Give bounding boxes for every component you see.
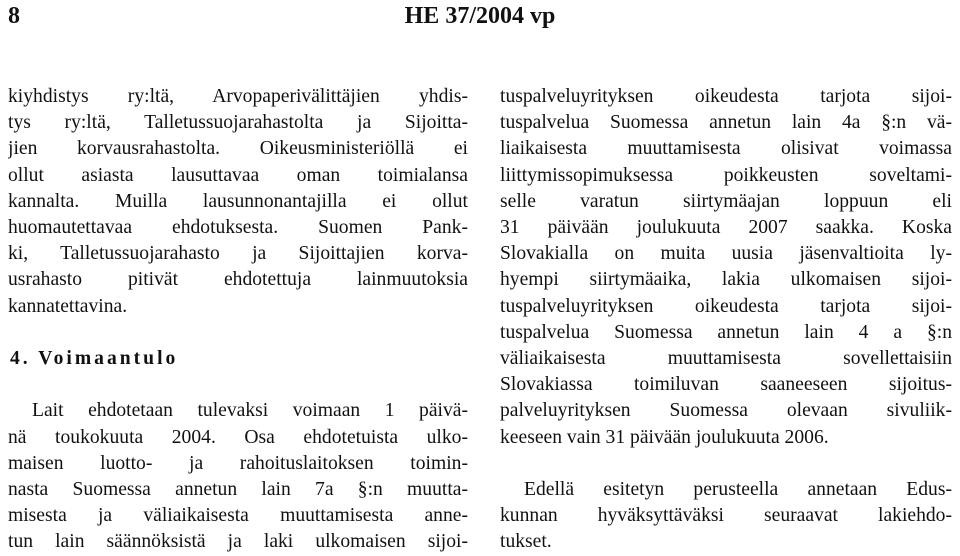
text-line: kannatettavina. bbox=[8, 295, 128, 317]
paragraph-proposal bbox=[500, 477, 952, 556]
text-line: kunnan hyväksyttäväksi seuraavat lakiehdo- bbox=[500, 505, 952, 527]
page-number: 8 bbox=[8, 3, 20, 29]
left-column bbox=[8, 84, 468, 556]
text-line: hyempi siirtymäaika, lakia ulkomaisen sijoi- bbox=[500, 269, 952, 291]
text-line: 31 päivään joulukuuta 2007 saakka. Koska bbox=[500, 217, 952, 239]
paragraph-gap bbox=[8, 372, 468, 398]
text-line: jien korvausrahastolta. Oikeusministeriöllä ei bbox=[8, 138, 468, 160]
text-line: keeseen vain 31 päivään joulukuuta 2006. bbox=[500, 426, 829, 448]
text-line: liittymissopimuksessa poikkeusten soveltami- bbox=[500, 164, 952, 186]
text-line: usrahasto pitivät ehdotettuja lainmuutoksia bbox=[8, 269, 468, 291]
text-line: misesta ja väliaikaisesta muuttamisesta anne- bbox=[8, 505, 468, 527]
text-line: Lait ehdotetaan tulevaksi voimaan 1 päivä- bbox=[32, 400, 468, 422]
text-line: Edellä esitetyn perusteella annetaan Edus- bbox=[524, 479, 952, 501]
text-line: kannalta. Muilla lausunnonantajilla ei ollut bbox=[8, 190, 468, 212]
paragraph-statements bbox=[8, 84, 468, 320]
text-line: tukset. bbox=[500, 531, 552, 553]
text-line: palveluyrityksen Suomessa olevaan sivuliik- bbox=[500, 400, 952, 422]
text-line: tuspalvelua Suomessa annetun lain 4 a §:n bbox=[500, 321, 952, 343]
text-line: maisen luotto- ja rahoituslaitoksen toimin- bbox=[8, 452, 468, 474]
text-line: kiyhdistys ry:ltä, Arvopaperivälittäjien yhdis- bbox=[8, 86, 468, 107]
text-line: ollut asiasta lausuttavaa oman toimialansa bbox=[8, 164, 468, 186]
section-heading: 4. Voimaantulo bbox=[10, 348, 179, 370]
text-line: tuspalveluyrityksen oikeudesta tarjota sijoi- bbox=[500, 86, 952, 107]
text-line: väliaikaisesta muuttamisesta sovellettaisiin bbox=[500, 348, 952, 370]
text-line: nasta Suomessa annetun lain 7a §:n muutta- bbox=[8, 479, 468, 501]
text-line: tuspalvelua Suomessa annetun lain 4a §:n vä- bbox=[500, 112, 952, 134]
text-line: nä toukokuuta 2004. Osa ehdotetuista ulko- bbox=[8, 426, 468, 448]
text-line: tys ry:ltä, Talletussuojarahastolta ja Sijoitta- bbox=[8, 112, 468, 134]
text-line: selle varatun siirtymäajan loppuun eli bbox=[500, 190, 952, 212]
text-line: tun lain säännöksistä ja laki ulkomaisen sijoi- bbox=[8, 531, 468, 553]
text-line: ki, Talletussuojarahasto ja Sijoittajien korva- bbox=[8, 243, 468, 265]
text-line: Slovakiassa toimiluvan saaneeseen sijoitus- bbox=[500, 374, 952, 396]
document-id: HE 37/2004 vp bbox=[404, 3, 556, 29]
paragraph-gap bbox=[8, 320, 468, 346]
text-line: liaikaisesta muuttamisesta olisivat voimassa bbox=[500, 138, 952, 160]
paragraph-entry-into-force bbox=[8, 398, 468, 555]
text-line: Slovakialla on muita uusia jäsenvaltioita ly- bbox=[500, 243, 952, 265]
text-line: tuspalveluyrityksen oikeudesta tarjota sijoi- bbox=[500, 295, 952, 317]
right-column bbox=[500, 84, 952, 556]
paragraph-transition bbox=[500, 84, 952, 451]
paragraph-gap bbox=[500, 451, 952, 477]
text-line: huomautettavaa ehdotuksesta. Suomen Pank- bbox=[8, 217, 468, 239]
